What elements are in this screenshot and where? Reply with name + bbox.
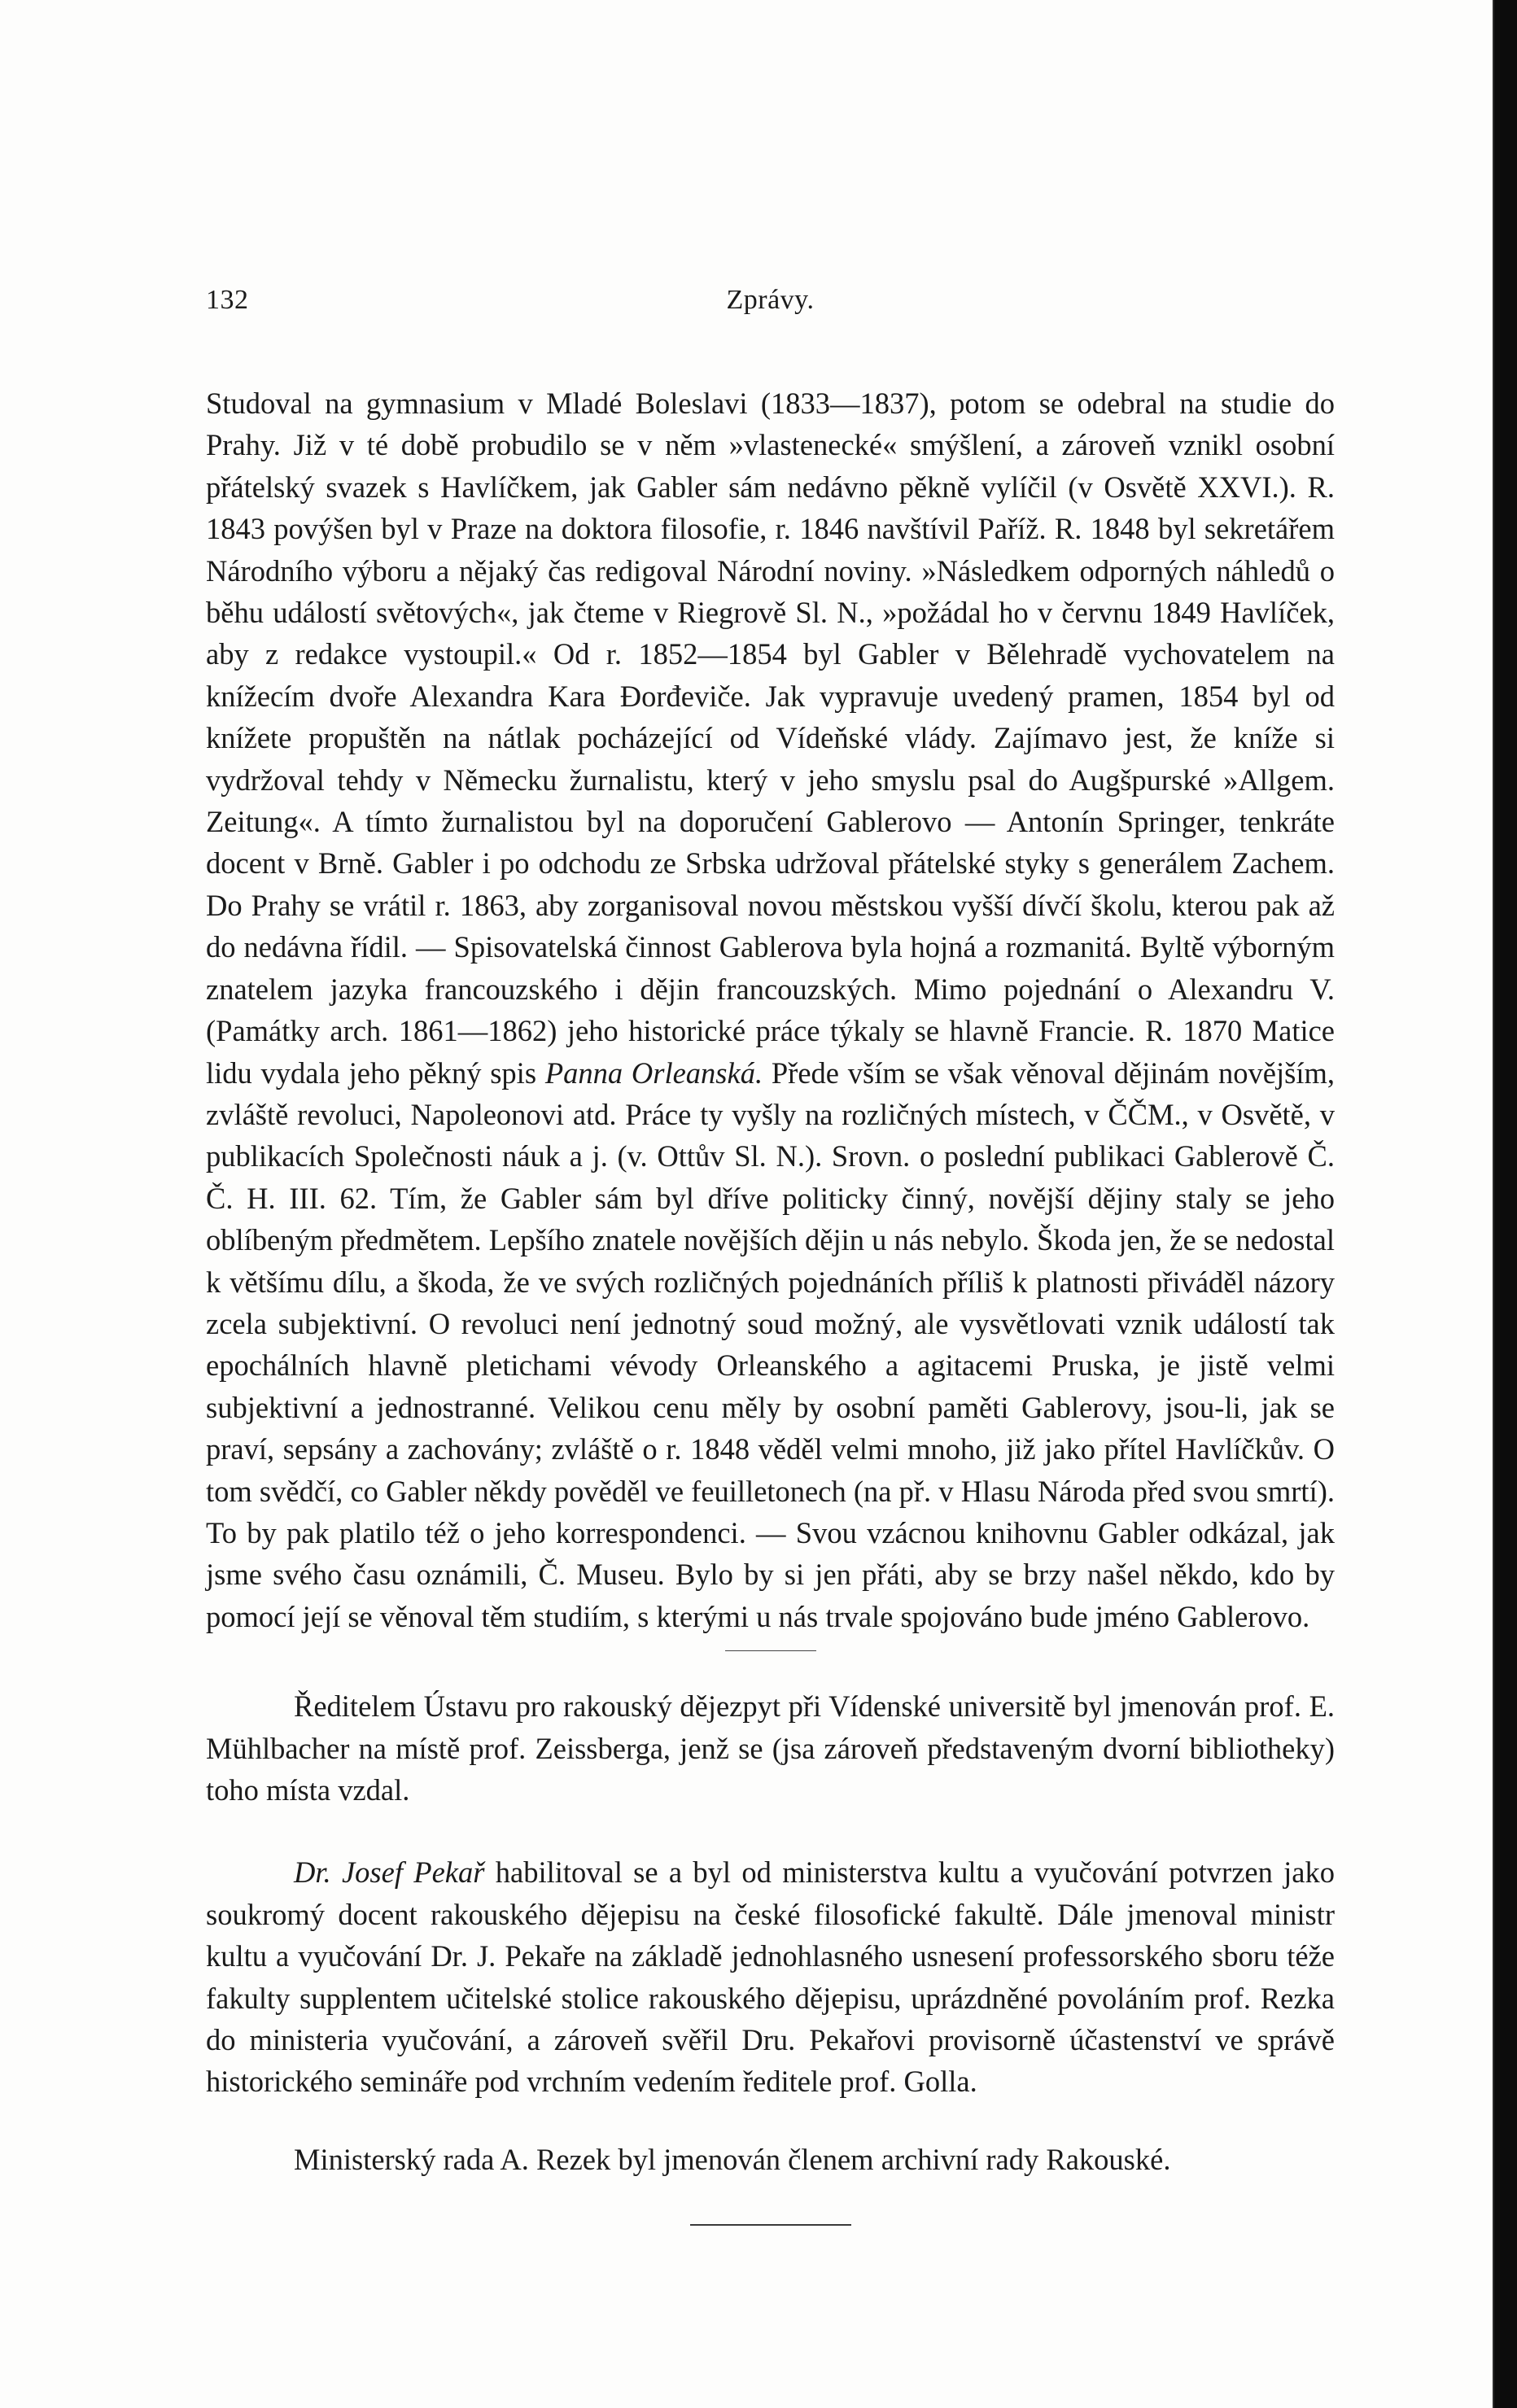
paragraph-pekar: [206, 1851, 1335, 2102]
paragraph-text: Studoval na gymnasium v Mladé Boleslavi (1833—1837), potom se odebral na studie do Prahy. Již v té době probudilo se v něm »vlastenecké« smýšlení, a zároveň vznikl osobní přátelský svazek s Havlíčkem, jak Gabler sám nedávno pěkně vylíčil (v Osvětě XXVI.). R. 1843 povýšen byl v Praze na doktora filosofie, r. 1846 navštívil Paříž. R. 1848 byl sekretářem Národního výboru a nějaký čas redigoval Národní noviny. »Následkem odporných náhledů o běhu událostí světových«, jak čteme v Riegrově Sl. N., »požádal ho v červnu 1849 Havlíček, aby z redakce vystoupil.« Od r. 1852—1854 byl Gabler v Bělehradě vychovatelem na knížecím dvoře Alexandra Kara Đorđeviče. Jak vypravuje uvedený pramen, 1854 byl od knížete propuštěn na nátlak pocházející od Vídeňské vlády. Zajímavo jest, že kníže si vydržoval tehdy v Německu žurnalistu, který v jeho smyslu psal do Augšpurské »Allgem. Zeitung«. A tímto žurnalistou byl na doporučení Gablerovo — Antonín Springer, tenkráte docent v Brně. Gabler i po odchodu ze Srbska udržoval přátelské styky s generálem Zachem. Do Prahy se vrátil r. 1863, aby zorganisoval novou městskou vyšší dívčí školu, kterou pak až do nedávna řídil. — Spisovatelská činnost Gablerova byla hojná a rozmanitá. Byltě výborným znatelem jazyka francouzského i dějin francouzských. Mimo pojednání o Alexandru V. (Památky arch. 1861—1862) jeho historické práce týkaly se hlavně Francie. R. 1870 Matice lidu vydala jeho pěkný spis: [206, 387, 1335, 1090]
page-content: [206, 285, 1335, 2226]
paragraph-text-continued: Přede vším se však věnoval dějinám novějším, zvláště revoluci, Napoleonovi atd. Práce ty vyšly na rozličných místech, v ČČM., v Osvětě, v publikacích Společnosti náuk a j. (v. Ottův Sl. N.). Srovn. o poslední publikaci Gablerově Č. Č. H. III. 62. Tím, že Gabler sám byl dříve politicky činný, novější dějiny staly se jeho oblíbeným předmětem. Lepšího znatele novějších dějin u nás nebylo. Škoda jen, že se nedostal k většímu dílu, a škoda, že ve svých rozličných pojednáních příliš k platnosti přiváděl názory zcela subjektivní. O revoluci není jednotný soud možný, ale vysvětlovati vznik událostí tak epochálních hlavně pletichami vévody Orleanského a agitacemi Pruska, je jistě velmi subjektivní a jednostranné. Velikou cenu měly by osobní paměti Gablerovy, jsou-li, jak se praví, sepsány a zachovány; zvláště o r. 1848 věděl velmi mnoho, již jako přítel Havlíčkův. O tom svědčí, co Gabler někdy pověděl ve feuilletonech (na př. v Hlasu Národa před svou smrtí). To by pak platilo též o jeho korrespondenci. — Svou vzácnou knihovnu Gabler odkázal, jak jsme svého času oznámili, Č. Museu. Bylo by si jen přáti, aby se brzy našel někdo, kdo by pomocí její se věnoval těm studiím, s kterými u nás trvale spojováno bude jméno Gablerovo.: [206, 1055, 1336, 1633]
paragraph-spacer: [206, 2103, 1335, 2139]
paragraph-text: habilitoval se a byl od ministerstva kultu a vyučování potvrzen jako soukromý docent rakouského dějepisu na české filosofické fakultě. Dále jmenoval ministr kultu a vyučování Dr. J. Pekaře na základě jednohlasného usnesení professorského sboru téže fakulty supplentem učitelské stolice rakouského dějepisu, uprázdněné povoláním prof. Rezka do ministeria vyučování, a zároveň svěřil Dru. Pekařovi provisorně účastenství ve správě historického semináře pod vrchním vedením ředitele prof. Golla.: [206, 1855, 1336, 2099]
paragraph-text: Ředitelem Ústavu pro rakouský dějezpyt při Vídenské universitě byl jmenován prof. E. Mühlbacher na místě prof. Zeissberga, jenž se (jsa zároveň představeným dvorní bibliotheky) toho místa vzdal.: [206, 1689, 1335, 1807]
paragraph-rezek: [206, 2139, 1335, 2180]
section-divider: [725, 1650, 816, 1651]
paragraph-gabler-biography: [206, 382, 1335, 1637]
paragraph-spacer: [206, 1811, 1335, 1851]
section-title: Zprávy.: [726, 285, 815, 315]
running-head: [206, 285, 1335, 334]
paragraph-text: Ministerský rada A. Rezek byl jmenován členem archivní rady Rakouské.: [294, 2142, 1171, 2176]
book-title: Panna Orleanská.: [544, 1055, 763, 1090]
body-text: [206, 382, 1335, 2226]
page-number: 132: [206, 285, 249, 315]
end-rule: [690, 2224, 851, 2226]
paragraph-muhlbacher: [206, 1685, 1335, 1811]
person-name: Dr. Josef Pekař: [294, 1855, 485, 1890]
